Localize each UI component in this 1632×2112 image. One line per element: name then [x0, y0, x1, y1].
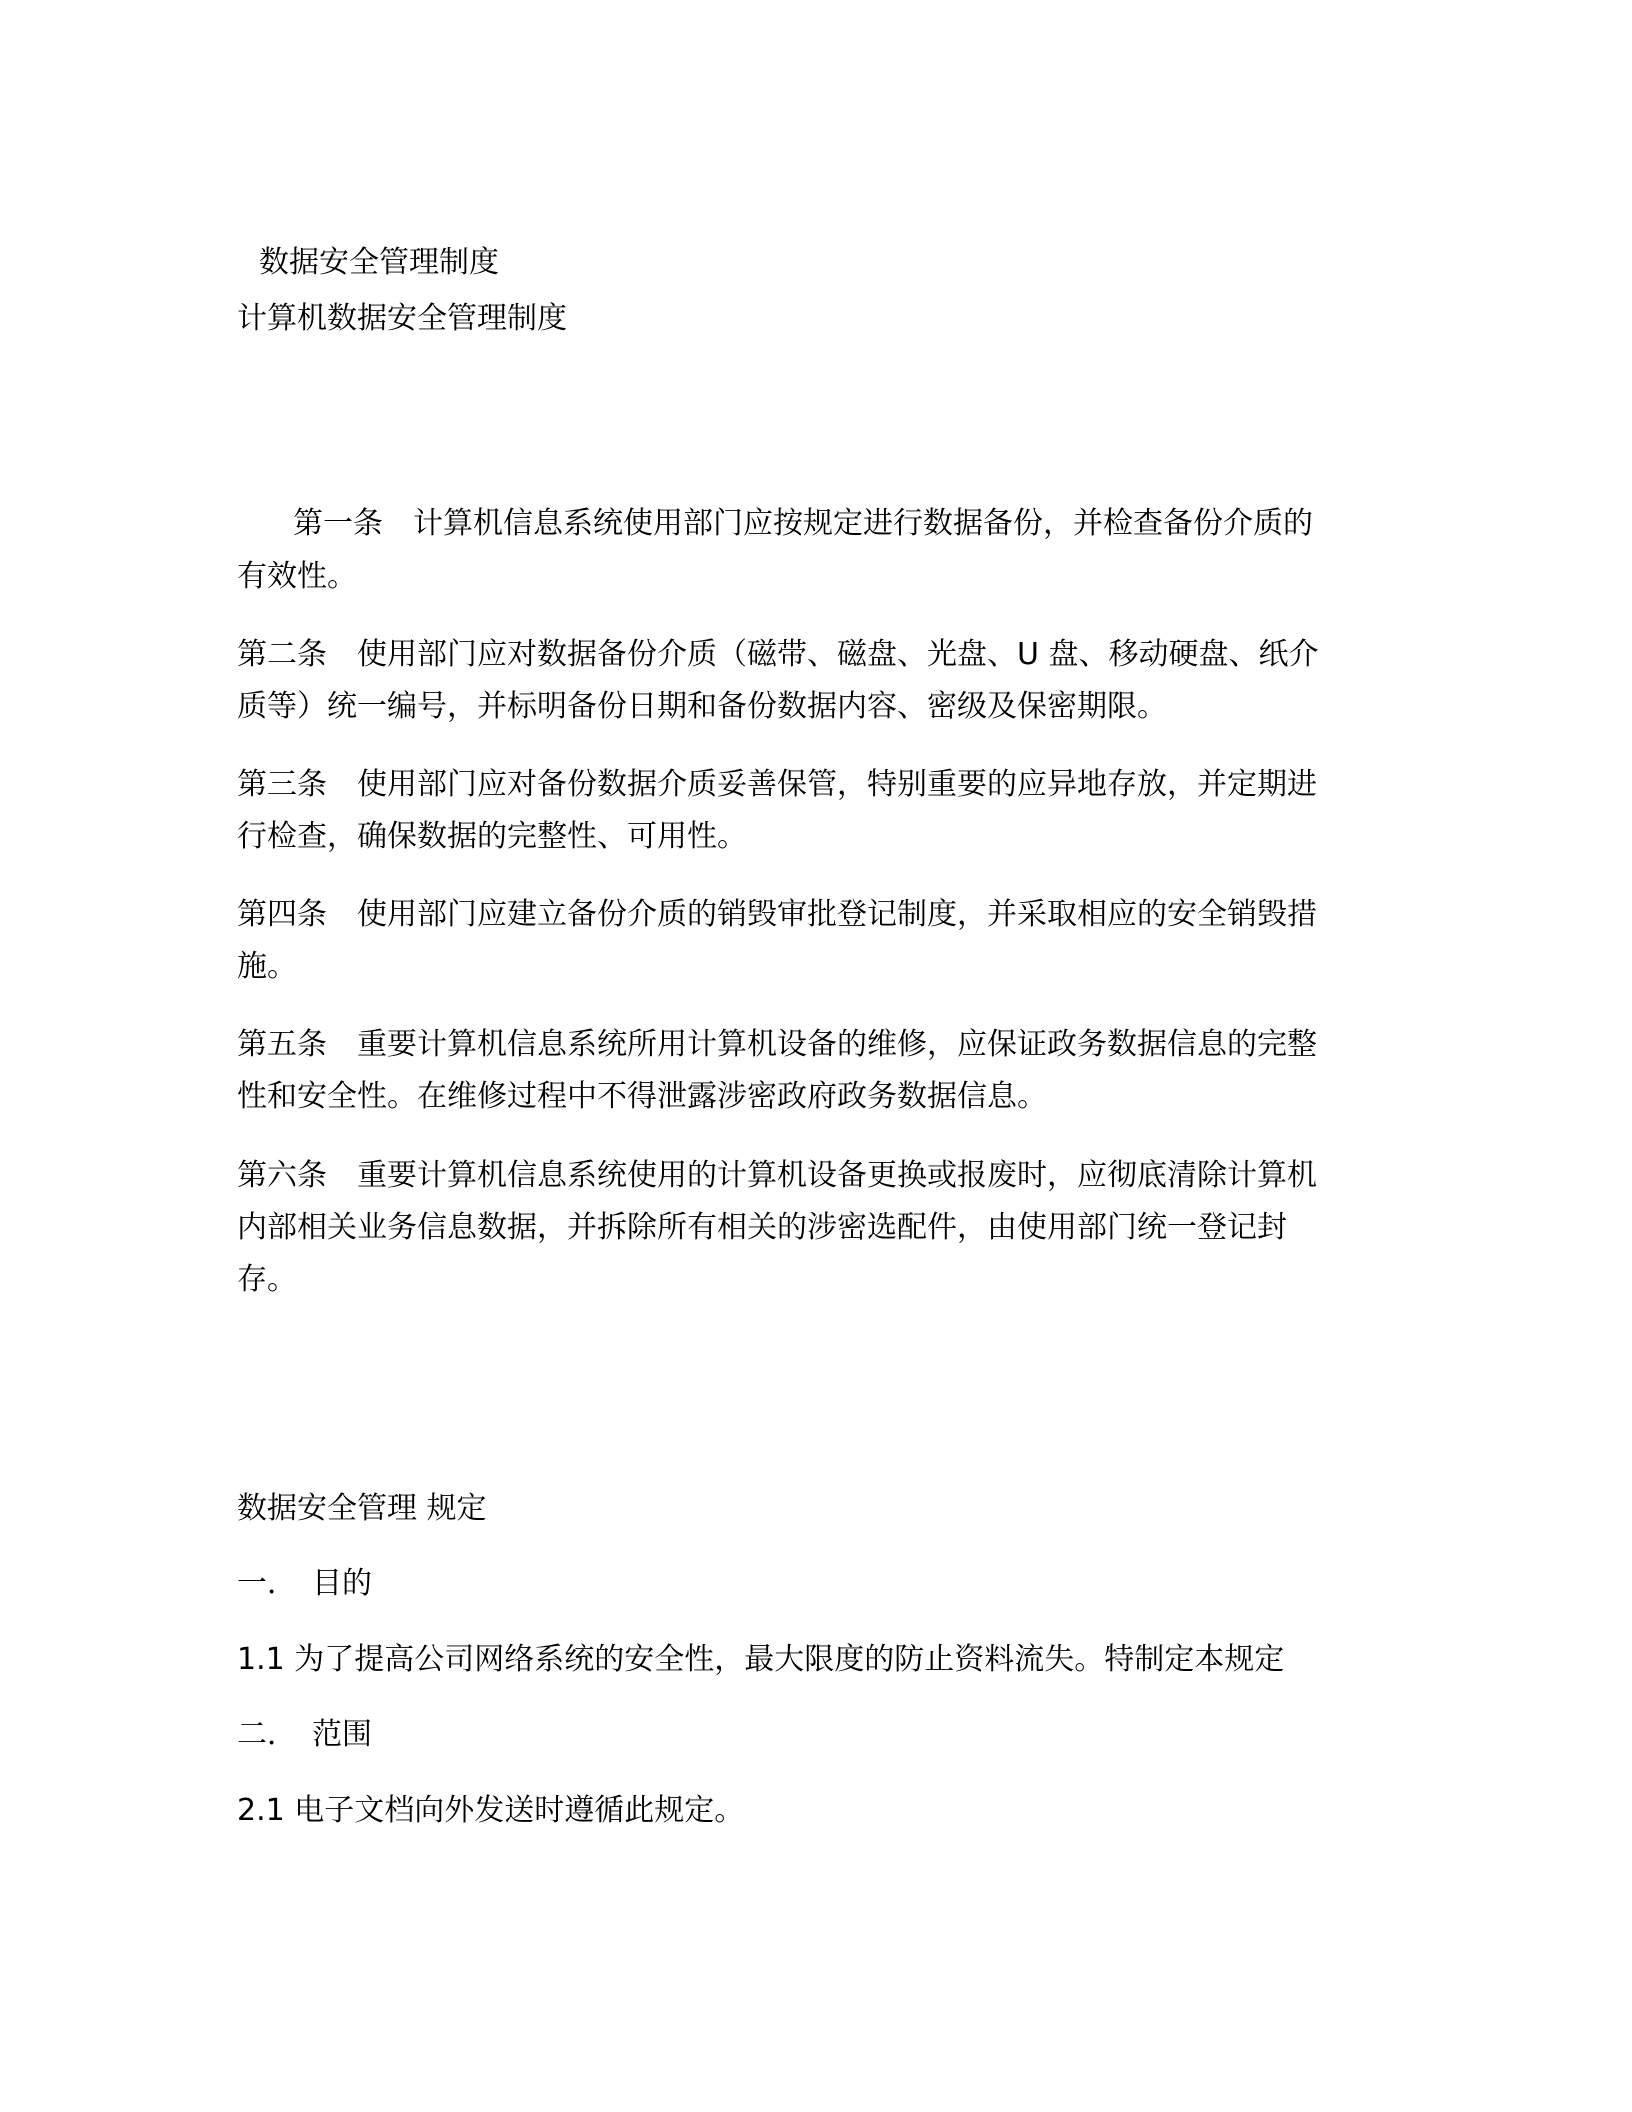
document-title: 数据安全管理制度: [259, 245, 499, 280]
article-line: 行检查，确保数据的完整性、可用性。: [237, 819, 747, 854]
section-item: 2.1 电子文档向外发送时遵循此规定。: [237, 1793, 745, 1828]
article-line: 有效性。: [237, 559, 357, 594]
article-line: 第五条 重要计算机信息系统所用计算机设备的维修，应保证政务数据信息的完整: [237, 1027, 1317, 1062]
article-line: 第一条 计算机信息系统使用部门应按规定进行数据备份，并检查备份介质的: [293, 506, 1313, 541]
article-line: 第三条 使用部门应对备份数据介质妥善保管，特别重要的应异地存放，并定期进: [237, 767, 1317, 802]
article-line: 施。: [237, 949, 297, 984]
article-line: 质等）统一编号，并标明备份日期和备份数据内容、密级及保密期限。: [237, 689, 1167, 724]
article-line: 第四条 使用部门应建立备份介质的销毁审批登记制度，并采取相应的安全销毁措: [237, 897, 1317, 932]
article-line: 第六条 重要计算机信息系统使用的计算机设备更换或报废时，应彻底清除计算机: [237, 1158, 1317, 1193]
section-heading: 数据安全管理 规定: [237, 1491, 487, 1526]
document-subtitle: 计算机数据安全管理制度: [237, 301, 567, 336]
section-item: 1.1 为了提高公司网络系统的安全性，最大限度的防止资料流失。特制定本规定: [237, 1642, 1285, 1677]
article-line: 性和安全性。在维修过程中不得泄露涉密政府政务数据信息。: [237, 1079, 1047, 1114]
article-line: 第二条 使用部门应对数据备份介质（磁带、磁盘、光盘、U 盘、移动硬盘、纸介: [237, 637, 1319, 672]
article-line: 存。: [237, 1262, 297, 1297]
article-line: 内部相关业务信息数据，并拆除所有相关的涉密选配件，由使用部门统一登记封: [237, 1210, 1287, 1245]
section-item: 二． 范围: [237, 1717, 372, 1752]
section-item: 一． 目的: [237, 1566, 372, 1601]
